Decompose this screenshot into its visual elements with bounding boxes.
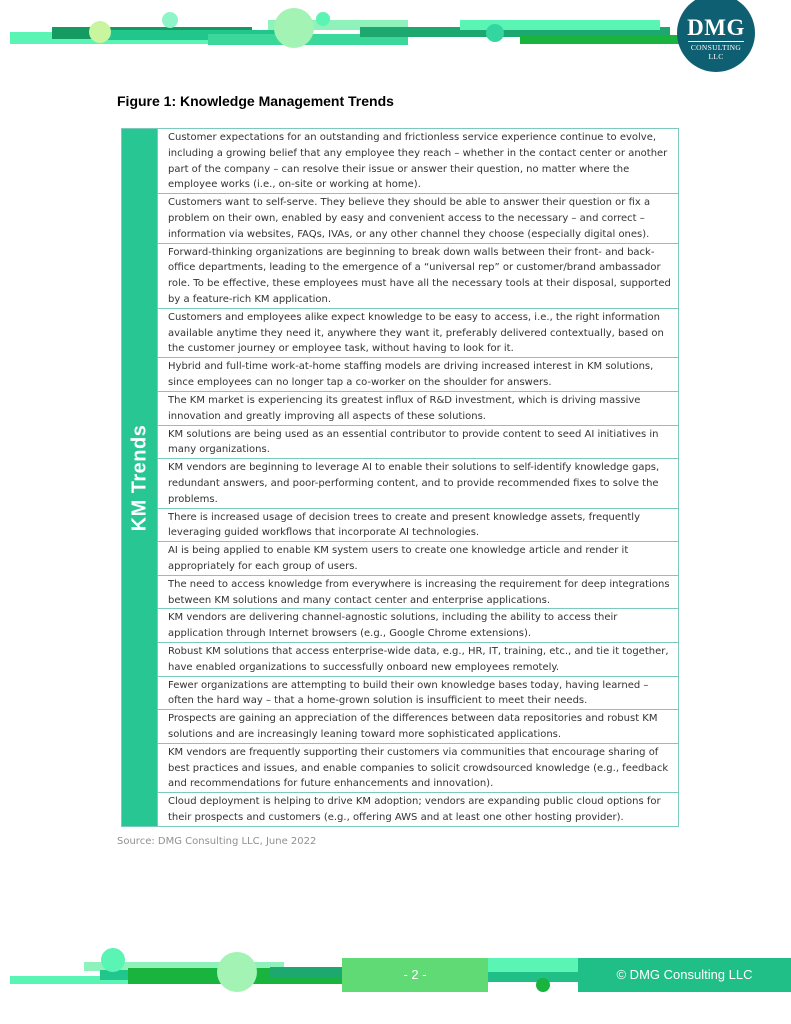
trend-row xyxy=(122,129,679,194)
trend-row xyxy=(122,743,679,792)
trend-row xyxy=(122,194,679,243)
header-decoration xyxy=(0,0,791,80)
trend-text: Customers and employees alike expect knowledge to be easy to access, i.e., the right information available anytime they need it, anywhere they want it, preferably delivered contextually, based on the customer journey or employee task, without having to look for it. xyxy=(158,308,679,357)
trend-row xyxy=(122,542,679,576)
trend-row xyxy=(122,643,679,677)
trend-row xyxy=(122,575,679,609)
trend-row xyxy=(122,425,679,459)
trend-text: KM solutions are being used as an essential contributor to provide content to seed AI initiatives in many organizations. xyxy=(158,425,679,459)
trend-text: Customers want to self-serve. They believe they should be able to answer their question or fix a problem on their own, enabled by easy and convenient access to the necessary – and correct – information via websites, FAQs, IVAs, or any other channel they choose (especially digital ones). xyxy=(158,194,679,243)
trend-text: The need to access knowledge from everywhere is increasing the requirement for deep integrations between KM solutions and many contact center and enterprise applications. xyxy=(158,575,679,609)
trend-row xyxy=(122,676,679,710)
trend-text: KM vendors are beginning to leverage AI to enable their solutions to self-identify knowledge gaps, redundant answers, and poor-performing content, and to provide recommended fixes to solve the problems. xyxy=(158,459,679,508)
source-note: Source: DMG Consulting LLC, June 2022 xyxy=(117,836,317,847)
trend-row xyxy=(122,459,679,508)
trend-text: Forward-thinking organizations are beginning to break down walls between their front- and back-office departments, leading to the emergence of a “universal rep” or customer/brand ambassador role. To be effective, these employees must have all the necessary tools at their disposal, supported by a feature-rich KM application. xyxy=(158,243,679,308)
trend-row xyxy=(122,793,679,827)
trend-text: KM vendors are frequently supporting their customers via communities that encourage sharing of best practices and issues, and enable companies to solicit crowdsourced knowledge (e.g., feedback and recommendations for future enhancements and innovation). xyxy=(158,743,679,792)
km-trends-side-label-cell xyxy=(122,129,158,827)
copyright-text: © DMG Consulting LLC xyxy=(616,967,753,982)
trend-text: The KM market is experiencing its greatest influx of R&D investment, which is driving massive innovation and greatly improving all aspects of these solutions. xyxy=(158,391,679,425)
trend-row xyxy=(122,391,679,425)
trend-text: Prospects are gaining an appreciation of the differences between data repositories and robust KM solutions and are increasingly leaning toward more sophisticated applications. xyxy=(158,710,679,744)
trend-text: Customer expectations for an outstanding and frictionless service experience continue to evolve, including a growing belief that any employee they reach – whether in the contact center or another part of the company – can resolve their issue or answer their question, no matter where the employee works (i.e., on-site or working at home). xyxy=(158,129,679,194)
copyright-bar xyxy=(578,958,791,992)
trend-text: Fewer organizations are attempting to build their own knowledge bases today, having learned – often the hard way – that a home-grown solution is insufficient to meet their needs. xyxy=(158,676,679,710)
trend-text: There is increased usage of decision trees to create and present knowledge assets, frequently leveraging guided workflows that incorporate AI technologies. xyxy=(158,508,679,542)
trend-text: Cloud deployment is helping to drive KM adoption; vendors are expanding public cloud options for their prospects and customers (e.g., offering AWS and at least one other hosting provider). xyxy=(158,793,679,827)
trend-text: KM vendors are delivering channel-agnostic solutions, including the ability to access their application through Internet browsers (e.g., Google Chrome extensions). xyxy=(158,609,679,643)
trend-row xyxy=(122,243,679,308)
trend-text: Hybrid and full-time work-at-home staffing models are driving increased interest in KM solutions, since employees can no longer tap a co-worker on the shoulder for answers. xyxy=(158,358,679,392)
trend-row xyxy=(122,710,679,744)
trend-text: AI is being applied to enable KM system users to create one knowledge article and render it appropriately for each group of users. xyxy=(158,542,679,576)
trend-row xyxy=(122,609,679,643)
figure-title: Figure 1: Knowledge Management Trends xyxy=(117,93,394,109)
trend-row xyxy=(122,308,679,357)
logo-subtitle: CONSULTING LLC xyxy=(688,41,744,61)
km-trends-table xyxy=(121,128,679,827)
trend-text: Robust KM solutions that access enterprise-wide data, e.g., HR, IT, training, etc., and tie it together, have enabled organizations to successfully onboard new employees remotely. xyxy=(158,643,679,677)
page-number: - 2 - xyxy=(342,958,488,992)
km-trends-side-label: KM Trends xyxy=(128,424,150,531)
trend-row xyxy=(122,508,679,542)
logo-wordmark: DMG xyxy=(687,15,745,40)
trend-row xyxy=(122,358,679,392)
